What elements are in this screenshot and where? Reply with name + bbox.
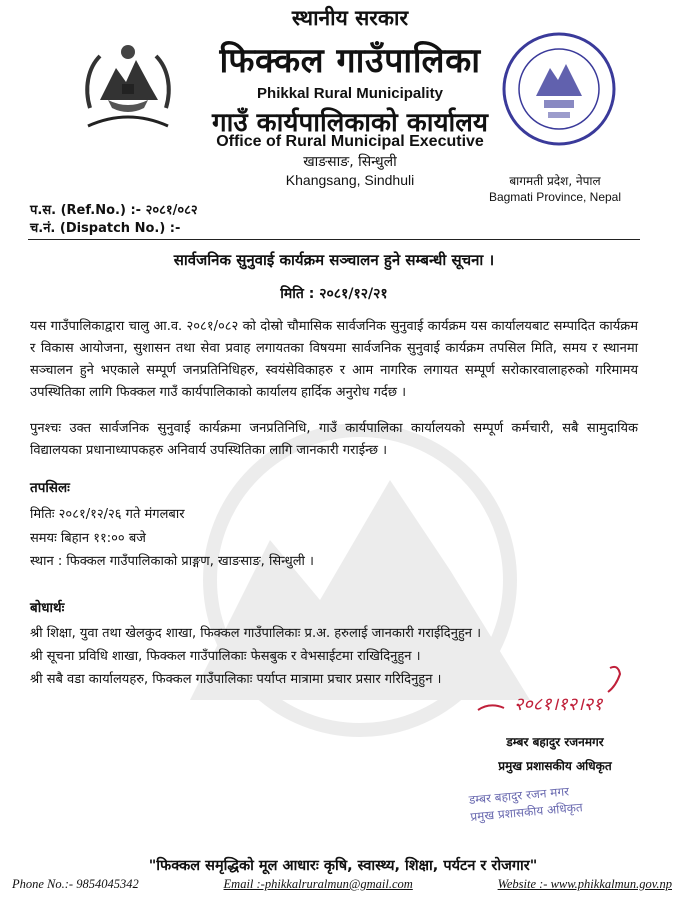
location-en: Khangsang, Sindhuli bbox=[285, 172, 415, 188]
footer-email[interactable]: Email :-phikkalruralmun@gmail.com bbox=[223, 877, 413, 891]
footer-contact bbox=[12, 877, 672, 892]
signature-date: २०८१।१२।२१ bbox=[514, 694, 603, 715]
municipality-name-np: फिक्कल गाउँपालिका bbox=[219, 41, 481, 81]
detail-date: मितिः २०८१/१२/२६ गते मंगलबार bbox=[30, 507, 185, 522]
stamp-name: डम्बर बहादुर रजन मगर bbox=[468, 784, 570, 808]
nepal-emblem-icon bbox=[78, 38, 178, 130]
government-line: स्थानीय सरकार bbox=[291, 6, 409, 30]
municipality-name-en: Phikkal Rural Municipality bbox=[257, 85, 443, 102]
stamp-title: प्रमुख प्रशासकीय अधिकृत bbox=[469, 800, 584, 824]
official-stamp bbox=[468, 777, 632, 841]
office-name-np: गाउँ कार्यपालिकाको कार्यालय bbox=[212, 108, 488, 138]
cc-label: बोधार्थः bbox=[30, 600, 65, 616]
province-np: बागमती प्रदेश, नेपाल bbox=[509, 174, 601, 188]
footer-motto: "फिक्कल समृद्धिको मूल आधारः कृषि, स्वास्थ्य, शिक्षा, पर्यटन र रोजगार" bbox=[148, 858, 538, 874]
notice-paragraph-1: यस गाउँपालिकाद्वारा चालु आ.व. २०८१/०८२ को दोस्रो चौमासिक सार्वजनिक सुनुवाई कार्यक्रम यस कार्यालयबाट सम्पादित कार्यक्रम र विकास आयोजना, सुशासन तथा सेवा प्रवाह लगायतका विषयमा सार्वजनिक सुनुवाई कार्यक्रम तपसिल मिति, समय र स्थानमा सञ्चालन हुने भएकाले सम्पूर्ण जनप्रतिनिधिहरु, स्वयंसेविकाहरु र आम नागरिक लगायत सम्पूर्ण सरोकारवालाहरुको गरिमामय उपस्थितिका लागि फिक्कल गाउँ कार्यपालिकाको कार्यालय हार्दिक अनुरोध गर्दछ । bbox=[30, 319, 638, 400]
detail-time: समयः बिहान ११:०० बजे bbox=[30, 531, 146, 546]
municipality-seal-icon bbox=[500, 30, 618, 148]
footer-website[interactable]: Website :- www.phikkalmun.gov.np bbox=[497, 877, 672, 891]
notice-date: मिति : २०८१/१२/२१ bbox=[280, 286, 388, 302]
notice-subject: सार्वजनिक सुनुवाई कार्यक्रम सञ्चालन हुने सम्बन्धी सूचना । bbox=[173, 251, 495, 269]
notice-paragraph-2: पुनश्चः उक्त सार्वजनिक सुनुवाई कार्यक्रमा जनप्रतिनिधि, गाउँ कार्यपालिका कार्यालयको सम्पूर्ण कर्मचारी, सबै सामुदायिक विद्यालयका प्रधानाध्यापकहरु अनिवार्य उपस्थितिका लागि जानकारी गराईन्छ । bbox=[30, 421, 638, 458]
details-label: तपसिलः bbox=[30, 480, 70, 496]
detail-venue: स्थान : फिक्कल गाउँपालिकाको प्राङ्गण, खाङसाङ, सिन्धुली । bbox=[30, 554, 314, 569]
handwritten-signature bbox=[470, 662, 680, 722]
province-en: Bagmati Province, Nepal bbox=[488, 190, 622, 204]
cc-item-2: श्री सूचना प्रविधि शाखा, फिक्कल गाउँपालिकाः फेसबुक र वेभसाईटमा राखिदिनुहुन । bbox=[30, 649, 421, 664]
location-np: खाङसाङ, सिन्धुली bbox=[303, 154, 397, 170]
cc-item-3: श्री सबै वडा कार्यालयहरु, फिक्कल गाउँपालिकाः पर्याप्त मात्रामा प्रचार प्रसार गरिदिनुहुन । bbox=[30, 672, 442, 687]
dispatch-number: च.नं. (Dispatch No.) :- bbox=[30, 221, 181, 236]
signatory-title: प्रमुख प्रशासकीय अधिकृत bbox=[498, 759, 612, 773]
header-divider bbox=[28, 239, 640, 240]
reference-number: प.स. (Ref.No.) :- २०८१/०८२ bbox=[30, 203, 198, 218]
footer-phone: Phone No.:- 9854045342 bbox=[12, 877, 139, 891]
office-name-en: Office of Rural Municipal Executive bbox=[216, 133, 484, 150]
cc-item-1: श्री शिक्षा, युवा तथा खेलकुद शाखा, फिक्कल गाउँपालिकाः प्र.अ. हरुलाई जानकारी गराईदिनुहुन । bbox=[30, 626, 482, 641]
signatory-name: डम्बर बहादुर रजनमगर bbox=[506, 735, 604, 749]
